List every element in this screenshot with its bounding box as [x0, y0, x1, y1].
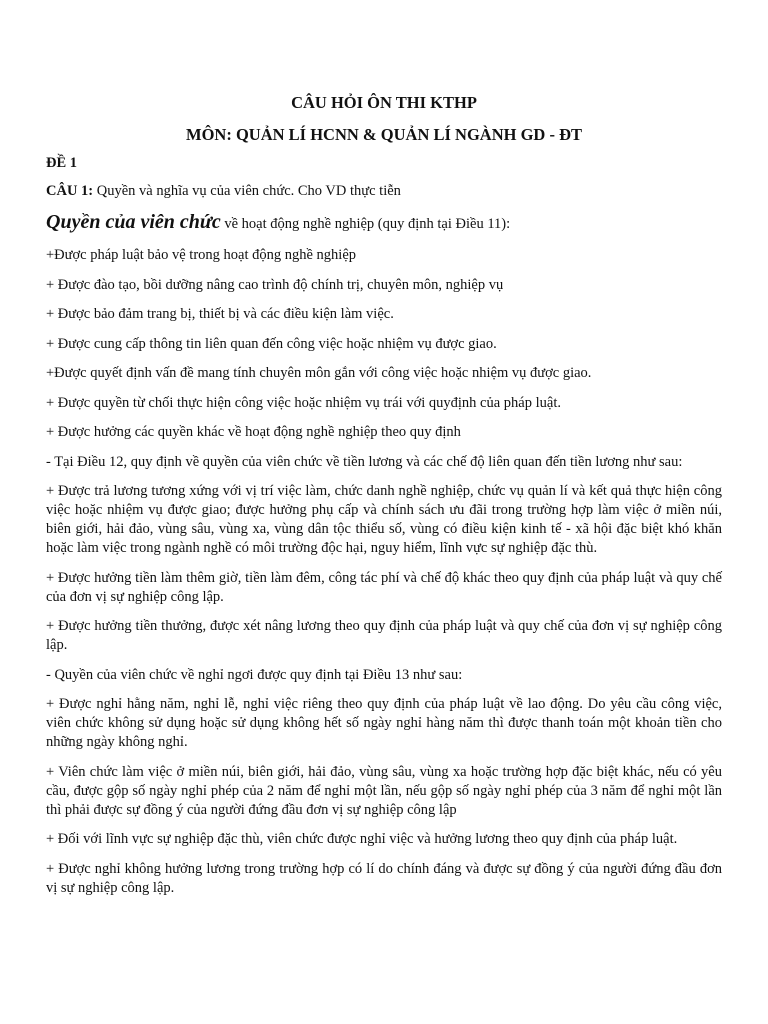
paragraph-9: + Được trả lương tương xứng với vị trí việc làm, chức danh nghề nghiệp, chức vụ quản lí và kết quả thực hiện công việc hoặc nhiệm vụ được giao; được hưởng phụ cấp và chính sách ưu đãi trong trường hợp làm việc ở miền núi, biên giới, hải đảo, vùng sâu, vùng xa, vùng dân tộc thiểu số, vùng có điều kiện kinh tế - xã hội đặc biệt khó khăn hoặc làm việc trong ngành nghề có môi trường độc hại, nguy hiểm, lĩnh vực sự nghiệp đặc thù. — [46, 483, 722, 556]
section-heading — [46, 209, 722, 237]
paragraph-2: + Được đào tạo, bồi dưỡng nâng cao trình độ chính trị, chuyên môn, nghiệp vụ — [46, 276, 504, 293]
document-page — [46, 92, 722, 908]
paragraph-14: + Viên chức làm việc ở miền núi, biên giới, hải đảo, vùng sâu, vùng xa hoặc trường hợp đặc biệt khác, nếu có yêu cầu, được gộp số ngày nghỉ phép của 2 năm để nghỉ một lần, nếu gộp số ngày nghỉ phép của 3 năm để nghỉ một lần thì phải được sự đồng ý của người đứng đầu đơn vị sự nghiệp công lập — [46, 763, 722, 818]
paragraph-12: - Quyền của viên chức về nghỉ ngơi được quy định tại Điều 13 như sau: — [46, 666, 463, 683]
question-label: CÂU 1: — [46, 183, 94, 199]
paragraph-5: +Được quyết định vấn đề mang tính chuyên môn gắn với công việc hoặc nhiệm vụ được giao. — [46, 365, 592, 381]
paragraph-7: + Được hưởng các quyền khác về hoạt động nghề nghiệp theo quy định — [46, 424, 461, 440]
paragraph-13: + Được nghỉ hằng năm, nghỉ lễ, nghỉ việc riêng theo quy định của pháp luật về lao động. Do yêu cầu công việc, viên chức không sử dụng hoặc sử dụng không hết số ngày nghỉ hàng năm thì được thanh toán một khoản tiền cho những ngày không nghỉ. — [46, 696, 722, 750]
paragraph-10: + Được hưởng tiền làm thêm giờ, tiền làm đêm, công tác phí và chế độ khác theo quy định của pháp luật và quy chế của đơn vị sự nghiệp công lập. — [46, 569, 722, 605]
paragraph-11: + Được hưởng tiền thưởng, được xét nâng lương theo quy định của pháp luật và quy chế của đơn vị sự nghiệp công lập. — [46, 618, 722, 653]
question-text: Quyền và nghĩa vụ của viên chức. Cho VD thực tiễn — [93, 183, 401, 199]
paragraph-1: +Được pháp luật bảo vệ trong hoạt động nghề nghiệp — [46, 247, 357, 263]
paragraph-16: + Được nghỉ không hưởng lương trong trường hợp có lí do chính đáng và được sự đồng ý của người đứng đầu đơn vị sự nghiệp công lập. — [46, 860, 722, 896]
paragraph-8: - Tại Điều 12, quy định về quyền của viên chức về tiền lương và các chế độ liên quan đến tiền lương như sau: — [46, 453, 683, 470]
document-title: CÂU HỎI ÔN THI KTHP — [291, 93, 477, 112]
question-line — [46, 182, 722, 201]
paragraph-3: + Được bảo đảm trang bị, thiết bị và các điều kiện làm việc. — [46, 306, 394, 322]
heading-rest: về hoạt động nghề nghiệp (quy định tại Điều 11): — [220, 216, 511, 232]
paragraph-6: + Được quyền từ chối thực hiện công việc hoặc nhiệm vụ trái với quyđịnh của pháp luật. — [46, 394, 561, 411]
heading-emphasis: Quyền của viên chức — [46, 211, 221, 233]
paragraph-4: + Được cung cấp thông tin liên quan đến công việc hoặc nhiệm vụ được giao. — [46, 335, 497, 352]
subject-title: MÔN: QUẢN LÍ HCNN & QUẢN LÍ NGÀNH GD - ĐT — [186, 125, 582, 144]
paragraph-15: + Đối với lĩnh vực sự nghiệp đặc thù, viên chức được nghỉ việc và hưởng lương theo quy định của pháp luật. — [46, 831, 678, 847]
exam-label: ĐỀ 1 — [46, 155, 78, 171]
